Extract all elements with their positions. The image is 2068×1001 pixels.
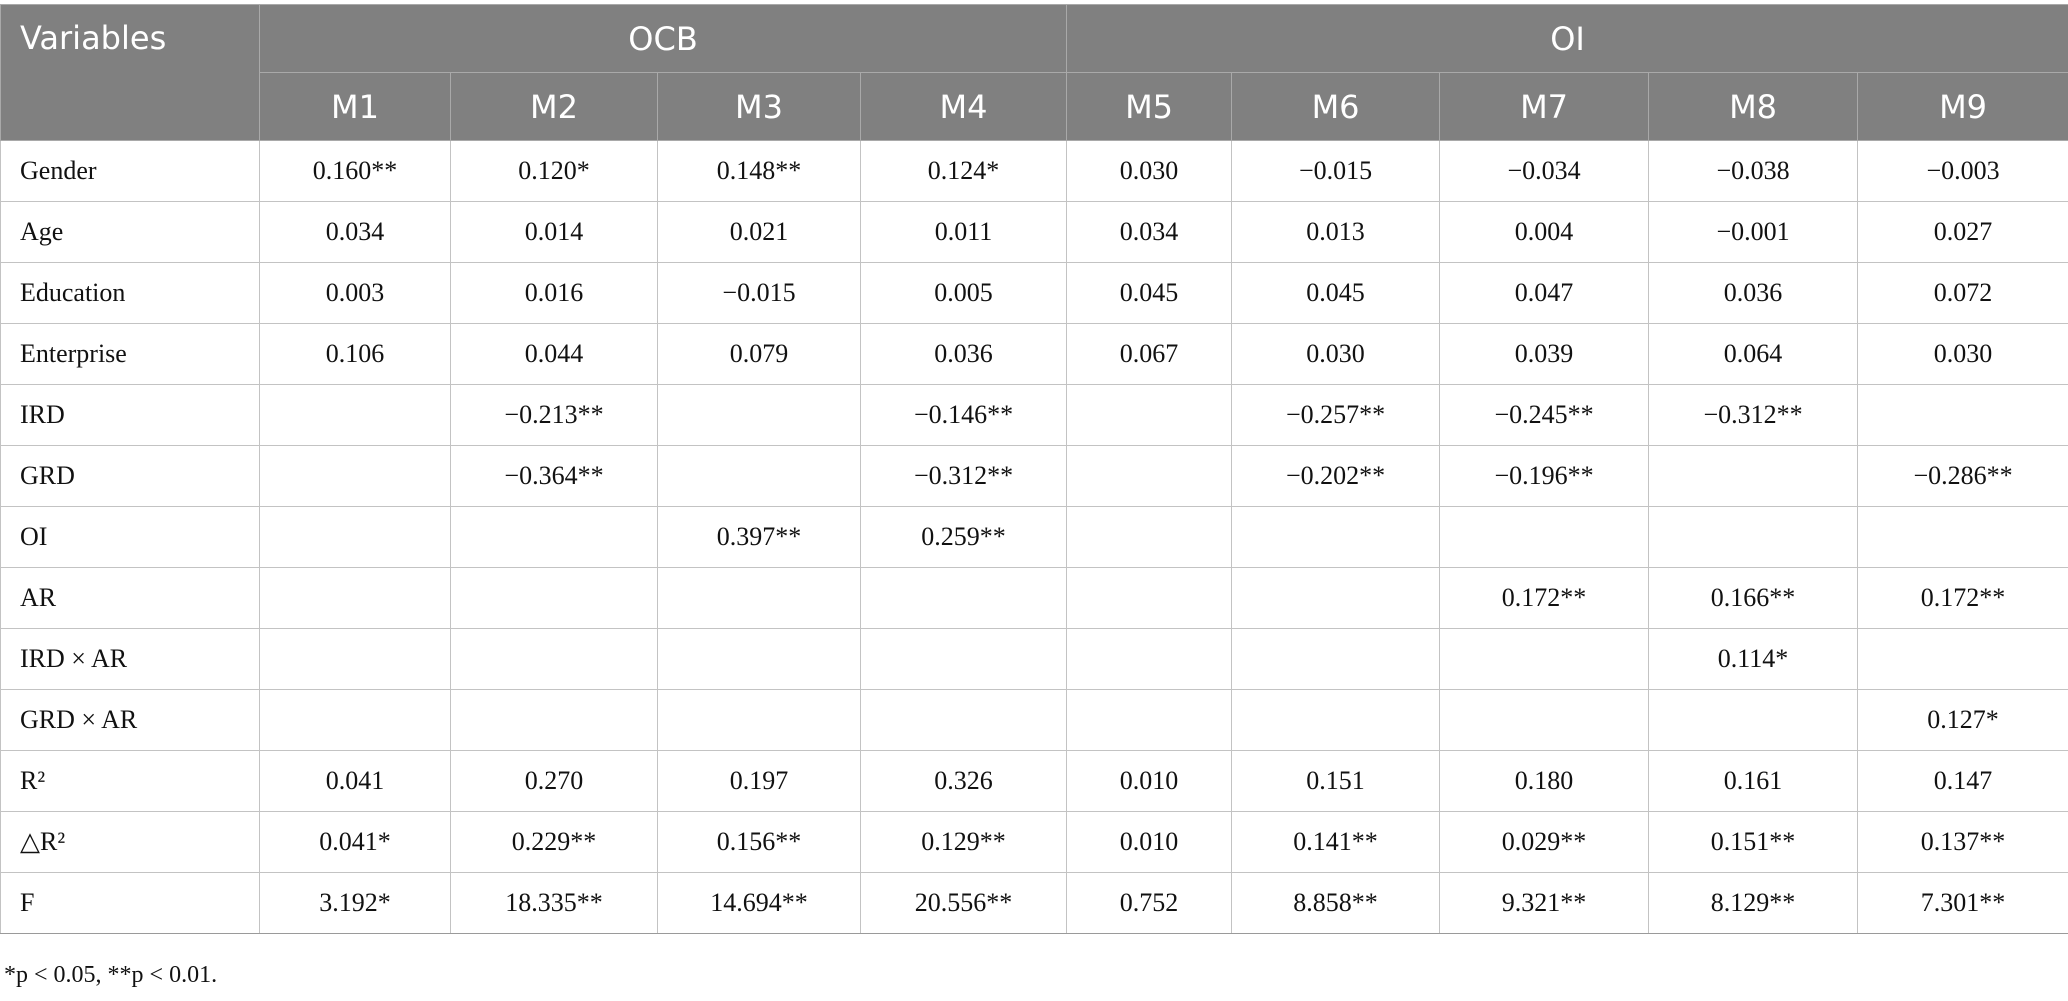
table-cell-m9: 0.072 bbox=[1858, 263, 2068, 324]
model-header-m6: M6 bbox=[1232, 73, 1440, 141]
table-cell-m2: 0.014 bbox=[451, 202, 658, 263]
table-cell-m9 bbox=[1858, 507, 2068, 568]
table-cell-m4: 0.129** bbox=[861, 812, 1067, 873]
table-cell-m6 bbox=[1232, 568, 1440, 629]
table-cell-m4: 0.326 bbox=[861, 751, 1067, 812]
table-cell-m6: −0.015 bbox=[1232, 141, 1440, 202]
row-label: Education bbox=[1, 263, 260, 324]
table-cell-m5: 0.045 bbox=[1067, 263, 1232, 324]
table-cell-m8 bbox=[1649, 507, 1858, 568]
row-label: △R² bbox=[1, 812, 260, 873]
table-cell-m6: 0.151 bbox=[1232, 751, 1440, 812]
row-label: OI bbox=[1, 507, 260, 568]
table-cell-m2 bbox=[451, 629, 658, 690]
table-row bbox=[1, 507, 2068, 568]
table-cell-m3: 0.156** bbox=[658, 812, 861, 873]
row-label: Enterprise bbox=[1, 324, 260, 385]
table-cell-m3 bbox=[658, 629, 861, 690]
table-header bbox=[1, 5, 2068, 141]
row-label: R² bbox=[1, 751, 260, 812]
table-row bbox=[1, 385, 2068, 446]
table-cell-m6 bbox=[1232, 507, 1440, 568]
table-cell-m6: −0.202** bbox=[1232, 446, 1440, 507]
table-cell-m5: 0.010 bbox=[1067, 812, 1232, 873]
table-row bbox=[1, 751, 2068, 812]
table-cell-m5: 0.034 bbox=[1067, 202, 1232, 263]
table-cell-m5: 0.067 bbox=[1067, 324, 1232, 385]
table-cell-m9: 0.027 bbox=[1858, 202, 2068, 263]
table-cell-m7 bbox=[1440, 690, 1649, 751]
table-cell-m2 bbox=[451, 568, 658, 629]
table-cell-m2: 0.229** bbox=[451, 812, 658, 873]
table-cell-m4: 0.011 bbox=[861, 202, 1067, 263]
table-cell-m4 bbox=[861, 568, 1067, 629]
table-cell-m8: 0.064 bbox=[1649, 324, 1858, 385]
table-cell-m2: 0.120* bbox=[451, 141, 658, 202]
table-cell-m1 bbox=[260, 568, 451, 629]
table-cell-m1: 0.034 bbox=[260, 202, 451, 263]
table-cell-m7: −0.196** bbox=[1440, 446, 1649, 507]
table-cell-m9: −0.286** bbox=[1858, 446, 2068, 507]
table-cell-m5: 0.010 bbox=[1067, 751, 1232, 812]
table-cell-m1 bbox=[260, 629, 451, 690]
table-cell-m3 bbox=[658, 385, 861, 446]
table-cell-m7 bbox=[1440, 507, 1649, 568]
table-cell-m9 bbox=[1858, 629, 2068, 690]
table-row bbox=[1, 690, 2068, 751]
header-row-models bbox=[1, 73, 2068, 141]
table-cell-m6 bbox=[1232, 690, 1440, 751]
table-cell-m4: 0.005 bbox=[861, 263, 1067, 324]
table-cell-m3 bbox=[658, 690, 861, 751]
footnote-text: *p < 0.05, **p < 0.01. bbox=[4, 962, 218, 988]
row-label: Gender bbox=[1, 141, 260, 202]
table-row bbox=[1, 446, 2068, 507]
table-cell-m2 bbox=[451, 690, 658, 751]
table-cell-m5 bbox=[1067, 629, 1232, 690]
header-row-groups bbox=[1, 5, 2068, 73]
table-cell-m7 bbox=[1440, 629, 1649, 690]
table-cell-m5 bbox=[1067, 446, 1232, 507]
table-cell-m3: 14.694** bbox=[658, 873, 861, 934]
table-cell-m6: −0.257** bbox=[1232, 385, 1440, 446]
table-cell-m1 bbox=[260, 507, 451, 568]
table-row bbox=[1, 324, 2068, 385]
table-cell-m5: 0.030 bbox=[1067, 141, 1232, 202]
table-cell-m9: 0.147 bbox=[1858, 751, 2068, 812]
model-header-m1: M1 bbox=[260, 73, 451, 141]
table-cell-m6: 0.030 bbox=[1232, 324, 1440, 385]
regression-table-container bbox=[0, 4, 2068, 934]
table-cell-m8: −0.312** bbox=[1649, 385, 1858, 446]
table-row bbox=[1, 812, 2068, 873]
table-cell-m9 bbox=[1858, 385, 2068, 446]
table-cell-m5: 0.752 bbox=[1067, 873, 1232, 934]
row-label: IRD × AR bbox=[1, 629, 260, 690]
table-row bbox=[1, 141, 2068, 202]
table-cell-m4: 20.556** bbox=[861, 873, 1067, 934]
row-label: Age bbox=[1, 202, 260, 263]
table-cell-m7: 0.029** bbox=[1440, 812, 1649, 873]
table-cell-m1: 0.160** bbox=[260, 141, 451, 202]
table-cell-m4: −0.312** bbox=[861, 446, 1067, 507]
table-cell-m7: 9.321** bbox=[1440, 873, 1649, 934]
table-cell-m4: 0.124* bbox=[861, 141, 1067, 202]
table-cell-m8: −0.001 bbox=[1649, 202, 1858, 263]
model-header-m3: M3 bbox=[658, 73, 861, 141]
table-cell-m9: 0.127* bbox=[1858, 690, 2068, 751]
table-cell-m4: 0.259** bbox=[861, 507, 1067, 568]
table-cell-m1 bbox=[260, 690, 451, 751]
model-header-m8: M8 bbox=[1649, 73, 1858, 141]
model-header-m4: M4 bbox=[861, 73, 1067, 141]
table-cell-m6 bbox=[1232, 629, 1440, 690]
table-cell-m5 bbox=[1067, 690, 1232, 751]
table-cell-m8: 0.161 bbox=[1649, 751, 1858, 812]
table-cell-m8: 8.129** bbox=[1649, 873, 1858, 934]
table-cell-m3: 0.079 bbox=[658, 324, 861, 385]
row-label: F bbox=[1, 873, 260, 934]
table-cell-m6: 8.858** bbox=[1232, 873, 1440, 934]
table-cell-m2: 0.016 bbox=[451, 263, 658, 324]
table-cell-m1 bbox=[260, 446, 451, 507]
model-header-m5: M5 bbox=[1067, 73, 1232, 141]
table-cell-m5 bbox=[1067, 385, 1232, 446]
table-cell-m3: 0.197 bbox=[658, 751, 861, 812]
table-cell-m7: 0.047 bbox=[1440, 263, 1649, 324]
table-cell-m3: 0.148** bbox=[658, 141, 861, 202]
table-cell-m2: −0.213** bbox=[451, 385, 658, 446]
table-cell-m3 bbox=[658, 568, 861, 629]
table-cell-m6: 0.045 bbox=[1232, 263, 1440, 324]
table-cell-m3: −0.015 bbox=[658, 263, 861, 324]
table-cell-m6: 0.013 bbox=[1232, 202, 1440, 263]
table-cell-m9: −0.003 bbox=[1858, 141, 2068, 202]
table-cell-m5 bbox=[1067, 507, 1232, 568]
table-cell-m2 bbox=[451, 507, 658, 568]
table-cell-m7: 0.039 bbox=[1440, 324, 1649, 385]
table-cell-m1: 3.192* bbox=[260, 873, 451, 934]
table-cell-m2: 18.335** bbox=[451, 873, 658, 934]
table-cell-m3: 0.397** bbox=[658, 507, 861, 568]
table-cell-m5 bbox=[1067, 568, 1232, 629]
row-label: AR bbox=[1, 568, 260, 629]
table-cell-m2: −0.364** bbox=[451, 446, 658, 507]
table-cell-m9: 0.137** bbox=[1858, 812, 2068, 873]
table-row bbox=[1, 873, 2068, 934]
variables-header: Variables bbox=[1, 5, 260, 141]
table-cell-m8: 0.166** bbox=[1649, 568, 1858, 629]
row-label: IRD bbox=[1, 385, 260, 446]
table-cell-m1: 0.106 bbox=[260, 324, 451, 385]
model-header-m2: M2 bbox=[451, 73, 658, 141]
table-cell-m4: −0.146** bbox=[861, 385, 1067, 446]
table-cell-m7: 0.172** bbox=[1440, 568, 1649, 629]
table-cell-m9: 0.172** bbox=[1858, 568, 2068, 629]
regression-table bbox=[0, 4, 2068, 934]
table-cell-m7: 0.004 bbox=[1440, 202, 1649, 263]
model-header-m9: M9 bbox=[1858, 73, 2068, 141]
table-cell-m2: 0.044 bbox=[451, 324, 658, 385]
table-cell-m4: 0.036 bbox=[861, 324, 1067, 385]
table-cell-m2: 0.270 bbox=[451, 751, 658, 812]
table-cell-m8 bbox=[1649, 446, 1858, 507]
table-row bbox=[1, 629, 2068, 690]
group-header-ocb: OCB bbox=[260, 5, 1067, 73]
table-cell-m3: 0.021 bbox=[658, 202, 861, 263]
table-row bbox=[1, 263, 2068, 324]
table-cell-m3 bbox=[658, 446, 861, 507]
table-row bbox=[1, 568, 2068, 629]
table-cell-m8: 0.151** bbox=[1649, 812, 1858, 873]
table-cell-m9: 7.301** bbox=[1858, 873, 2068, 934]
table-row bbox=[1, 202, 2068, 263]
table-cell-m8: 0.114* bbox=[1649, 629, 1858, 690]
table-cell-m8: −0.038 bbox=[1649, 141, 1858, 202]
table-cell-m7: −0.034 bbox=[1440, 141, 1649, 202]
table-cell-m4 bbox=[861, 690, 1067, 751]
table-cell-m6: 0.141** bbox=[1232, 812, 1440, 873]
significance-footnote bbox=[4, 962, 217, 989]
group-header-oi: OI bbox=[1067, 5, 2068, 73]
table-cell-m1: 0.041* bbox=[260, 812, 451, 873]
row-label: GRD bbox=[1, 446, 260, 507]
table-cell-m8: 0.036 bbox=[1649, 263, 1858, 324]
table-cell-m4 bbox=[861, 629, 1067, 690]
table-cell-m7: 0.180 bbox=[1440, 751, 1649, 812]
table-cell-m1: 0.041 bbox=[260, 751, 451, 812]
table-cell-m7: −0.245** bbox=[1440, 385, 1649, 446]
model-header-m7: M7 bbox=[1440, 73, 1649, 141]
row-label: GRD × AR bbox=[1, 690, 260, 751]
table-body bbox=[1, 141, 2068, 934]
table-cell-m8 bbox=[1649, 690, 1858, 751]
table-cell-m1 bbox=[260, 385, 451, 446]
table-cell-m9: 0.030 bbox=[1858, 324, 2068, 385]
table-cell-m1: 0.003 bbox=[260, 263, 451, 324]
